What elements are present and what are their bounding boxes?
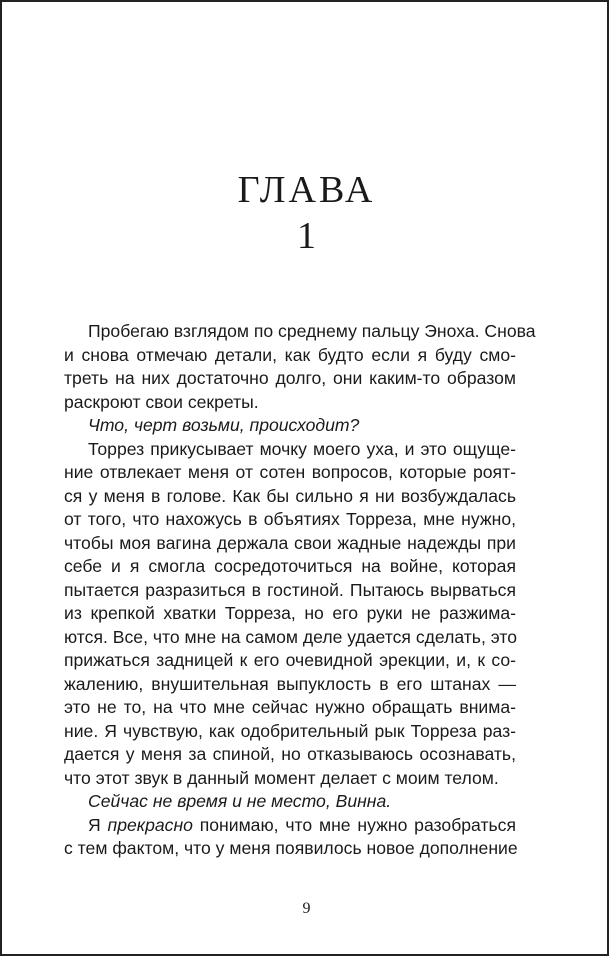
text-line: ние отвлекает меня от сотен вопросов, которые роят- — [64, 462, 516, 482]
text-line: из крепкой хватки Торреза, но его руки не разжима- — [64, 603, 516, 623]
italic-text-line: Что, черт возьми, происходит? — [88, 415, 360, 435]
text-line: Торрез прикусывает мочку моего уха, и это ощуще- — [88, 438, 516, 459]
text-fragment: Я — [88, 814, 108, 835]
text-line: ются. Все, что мне на самом деле удается сделать, это — [64, 626, 517, 647]
text-line: жалению, внушительная выпуклость в его штанах — — [64, 673, 516, 694]
chapter-heading: ГЛАВА — [237, 169, 376, 211]
text-line: прижаться задницей к его очевидной эрекции, и, к со- — [64, 650, 516, 670]
text-line: Пробегаю взглядом по среднему пальцу Эноха. Снова — [88, 321, 536, 341]
text-line: пытается разразиться в гостиной. Пытаюсь вырваться — [64, 579, 516, 600]
text-line: себе и я смогла сосредоточиться на войне, которая — [64, 556, 516, 576]
text-line: это не то, на что мне сейчас нужно обращать внима- — [64, 697, 516, 717]
text-line: и снова отмечаю детали, как будто если я буду смо- — [64, 344, 516, 365]
text-line: ние. Я чувствую, как одобрительный рык Торреза раз- — [64, 720, 516, 741]
text-line: что этот звук в данный момент делает с моим телом. — [64, 767, 499, 788]
text-line: треть на них достаточно долго, они каким-то образом — [64, 368, 516, 388]
page-number: 9 — [302, 900, 311, 917]
italic-text-line: Сейчас не время и не место, Винна. — [88, 791, 392, 811]
text-line: от того, что нахожусь в объятиях Торреза, мне нужно, — [64, 509, 516, 529]
text-line: раскроют свои секреты. — [64, 391, 259, 412]
text-line: с тем фактом, что у меня появилось новое дополнение — [64, 838, 518, 858]
emphasis-word: прекрасно — [107, 814, 193, 835]
text-line: чтобы моя вагина держала свои жадные надежды при — [64, 532, 516, 553]
text-line: дается у меня за спиной, но отказываюсь осознавать, — [64, 744, 516, 764]
body-text — [64, 320, 536, 861]
chapter-number: 1 — [297, 215, 316, 257]
text-line: ся у меня в голове. Как бы сильно я ни возбуждалась — [64, 485, 516, 506]
text-line — [64, 814, 516, 838]
text-fragment: понимаю, что мне нужно разобраться — [192, 814, 517, 835]
